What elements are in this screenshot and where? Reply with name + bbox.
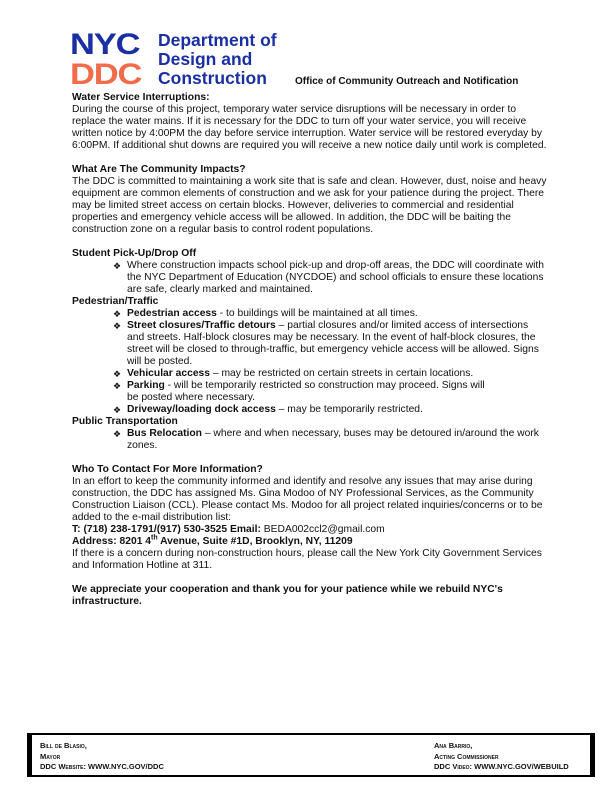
item-lead: Driveway/loading dock access <box>127 404 276 415</box>
website-link[interactable]: DDC Website: WWW.NYC.GOV/DDC <box>40 762 164 771</box>
phone: T: (718) 238-1791/(917) 530-3525 <box>72 524 228 535</box>
section-text: During the course of this project, temporary water service disruptions will be necessary in order to replace the water mains. If it is necessary for the DDC to turn off your water service, you will receive written notice by 4:00PM the day before service interruption. Water service will be restored everyday by 6:00PM. If additional shut downs are required you will receive a new notice daily until work is completed. <box>72 104 547 151</box>
diamond-bullet-icon: ❖ <box>113 429 122 439</box>
list-item <box>113 404 547 416</box>
notice-body <box>72 92 547 608</box>
item-lead: Pedestrian access <box>127 308 217 319</box>
section-heading: Public Transportation <box>72 416 178 427</box>
item-text: – may be temporarily restricted. <box>275 404 423 415</box>
email-label: Email: <box>230 524 261 535</box>
footer-left <box>40 741 164 773</box>
diamond-bullet-icon: ❖ <box>113 369 122 379</box>
item-text: – partial closures and/or limited access of intersections and streets. Half-block closures may be necessary. In the event of half-block closures, the street will be closed to through-traffic, but emergency vehicle access will be allowed. Signs will be posted. <box>127 320 539 367</box>
item-text: - will be temporarily restricted so construction may proceed. Signs will be posted where necessary. <box>127 380 485 403</box>
address: Avenue, Suite #1D, Brooklyn, NY, 11209 <box>157 536 353 547</box>
dept-line: Construction <box>158 68 267 88</box>
footer-right <box>434 741 569 773</box>
section-heading: Water Service Interruptions: <box>72 92 210 103</box>
item-lead: Street closures/Traffic detours <box>127 320 276 331</box>
section-text: The DDC is committed to maintaining a work site that is safe and clean. However, dust, noise and heavy equipment are common elements of construction and we ask for your patience during the project. There may be limited street access on certain blocks. However, deliveries to commercial and residential properties and emergency vehicle access will be allowed. In addition, the DDC will be baiting the construction zone on a regular basis to control rodent populations. <box>72 176 547 235</box>
video-link[interactable]: DDC Video: WWW.NYC.GOV/WEBUILD <box>434 762 569 771</box>
list-item <box>113 308 547 320</box>
address-sup: th <box>151 534 158 542</box>
footer-box <box>27 733 595 777</box>
item-text: – where and when necessary, buses may be detoured in/around the work zones. <box>127 428 539 451</box>
diamond-bullet-icon: ❖ <box>113 321 122 331</box>
address: 8201 4 <box>119 536 152 547</box>
list-item <box>113 320 547 368</box>
address-label: Address: <box>72 536 117 547</box>
office-title: Office of Community Outreach and Notification <box>295 76 519 87</box>
department-name <box>158 31 277 88</box>
mayor-name: Bill de Blasio, <box>40 741 87 750</box>
section-heading: Pedestrian/Traffic <box>72 296 159 307</box>
list-item <box>113 368 547 380</box>
list-item <box>113 428 547 452</box>
list-item <box>113 380 547 404</box>
commissioner-title: Acting Commissioner <box>434 751 499 761</box>
diamond-bullet-icon: ❖ <box>113 405 122 415</box>
closing-text: We appreciate your cooperation and thank you for your patience while we rebuild NYC's infrastructure. <box>72 584 503 607</box>
item-text: Where construction impacts school pick-up and drop-off areas, the DDC will coordinate with the NYC Department of Education (NYCDOE) and school officials to ensure these locations are safe, clearly marked and maintained. <box>127 260 545 295</box>
diamond-bullet-icon: ❖ <box>113 309 122 319</box>
item-lead: Bus Relocation <box>127 428 202 439</box>
student-list <box>72 260 547 296</box>
item-lead: Vehicular access <box>127 368 211 379</box>
logo-nyc: NYC <box>70 28 140 61</box>
mayor-title: Mayor <box>40 751 61 761</box>
item-lead: Parking <box>127 380 165 391</box>
item-text: - to buildings will be maintained at all times. <box>216 308 418 319</box>
email-link[interactable]: BEDA002ccl2@gmail.com <box>263 524 385 535</box>
pedestrian-list <box>72 308 547 416</box>
section-heading: Who To Contact For More Information? <box>72 464 263 475</box>
commissioner-name: Ana Barrio, <box>434 741 473 750</box>
contact-phone-line <box>72 524 547 536</box>
section-text: In an effort to keep the community informed and identify and resolve any issues that may arise during construction, the DDC has assigned Ms. Gina Modoo of NY Professional Services, as the Community Construction Liaison (CCL). Please contact Ms. Modoo for all project related inquiries/concerns or to be added to the e-mail distribution list: <box>72 476 543 523</box>
diamond-bullet-icon: ❖ <box>113 381 122 391</box>
logo-ddc: DDC <box>70 58 142 91</box>
section-heading: Student Pick-Up/Drop Off <box>72 248 197 259</box>
section-heading: What Are The Community Impacts? <box>72 164 246 175</box>
nyc-ddc-logo <box>70 30 152 90</box>
hotline-text: If there is a concern during non-construction hours, please call the New York City Government Services and Information Hotline at 311. <box>72 548 542 571</box>
list-item <box>113 260 547 296</box>
diamond-bullet-icon: ❖ <box>113 261 122 271</box>
transport-list <box>72 428 547 452</box>
contact-address-line <box>72 536 547 548</box>
dept-line: Design and <box>158 49 253 69</box>
item-text: – may be restricted on certain streets in certain locations. <box>210 368 474 379</box>
dept-line: Department of <box>158 30 277 50</box>
